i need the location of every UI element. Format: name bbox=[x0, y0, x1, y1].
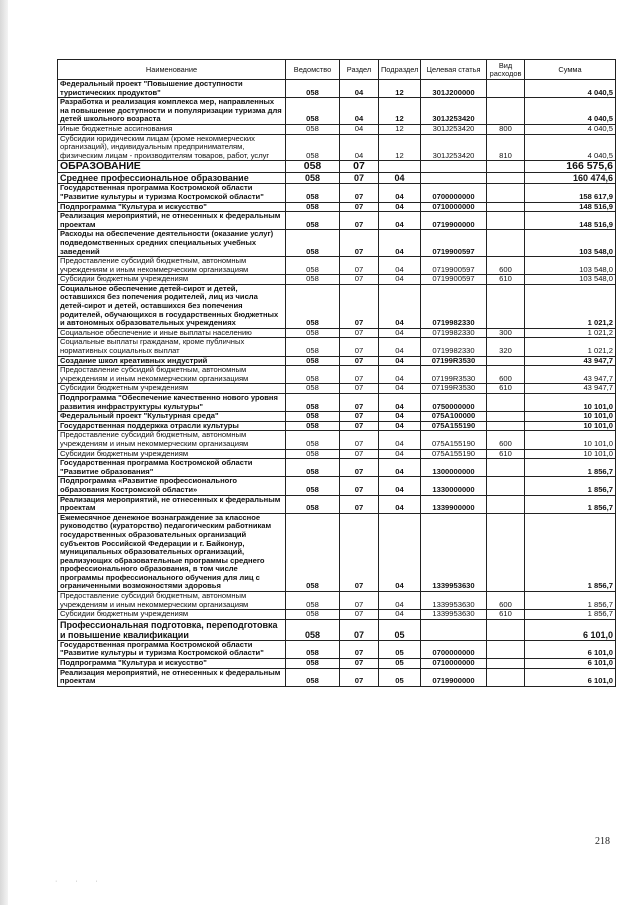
cell-sub: 04 bbox=[379, 230, 421, 257]
cell-sec: 07 bbox=[340, 161, 379, 173]
cell-sum: 1 856,7 bbox=[525, 592, 616, 610]
cell-target: 07199R3530 bbox=[421, 356, 487, 366]
cell-dept: 058 bbox=[286, 173, 340, 184]
header-exp-type: Вид расходов bbox=[487, 60, 525, 80]
cell-sum: 4 040,5 bbox=[525, 80, 616, 98]
cell-dept: 058 bbox=[286, 98, 340, 125]
cell-sub: 12 bbox=[379, 134, 421, 161]
cell-name: Расходы на обеспечение деятельности (оказание услуг) подведомственных средних специальных учебных заведений bbox=[58, 230, 286, 257]
cell-sec: 07 bbox=[340, 184, 379, 202]
cell-sum: 166 575,6 bbox=[525, 161, 616, 173]
cell-target: 0710000000 bbox=[421, 202, 487, 212]
cell-vr bbox=[487, 184, 525, 202]
table-row bbox=[58, 184, 616, 202]
table-row bbox=[58, 230, 616, 257]
cell-vr: 600 bbox=[487, 431, 525, 449]
cell-sec: 04 bbox=[340, 134, 379, 161]
table-row bbox=[58, 275, 616, 285]
cell-dept: 058 bbox=[286, 640, 340, 658]
cell-sub: 04 bbox=[379, 275, 421, 285]
cell-dept: 058 bbox=[286, 619, 340, 640]
table-row bbox=[58, 394, 616, 412]
cell-target: 0719900597 bbox=[421, 275, 487, 285]
table-row bbox=[58, 459, 616, 477]
cell-dept: 058 bbox=[286, 184, 340, 202]
cell-vr: 610 bbox=[487, 449, 525, 459]
cell-name: Государственная программа Костромской области "Развитие культуры и туризма Костромской области" bbox=[58, 640, 286, 658]
cell-name: Среднее профессиональное образование bbox=[58, 173, 286, 184]
cell-sec: 07 bbox=[340, 449, 379, 459]
cell-name: Субсидии юридическим лицам (кроме некоммерческих организаций), индивидуальным предпринимателям, физическим лицам - производителям товаров, работ, услуг bbox=[58, 134, 286, 161]
cell-sum: 148 516,9 bbox=[525, 202, 616, 212]
cell-sub: 05 bbox=[379, 668, 421, 686]
cell-sub: 04 bbox=[379, 394, 421, 412]
cell-sum: 148 516,9 bbox=[525, 212, 616, 230]
cell-vr: 610 bbox=[487, 384, 525, 394]
table-row bbox=[58, 202, 616, 212]
header-subsection: Подраздел bbox=[379, 60, 421, 80]
cell-name: Федеральный проект "Повышение доступности туристических продуктов" bbox=[58, 80, 286, 98]
cell-dept: 058 bbox=[286, 356, 340, 366]
cell-sum: 103 548,0 bbox=[525, 230, 616, 257]
cell-sub: 04 bbox=[379, 592, 421, 610]
cell-vr bbox=[487, 284, 525, 328]
cell-sum: 1 021,2 bbox=[525, 328, 616, 338]
cell-dept: 058 bbox=[286, 124, 340, 134]
cell-sum: 10 101,0 bbox=[525, 394, 616, 412]
table-row bbox=[58, 412, 616, 422]
cell-vr bbox=[487, 80, 525, 98]
cell-target: 301J253420 bbox=[421, 98, 487, 125]
cell-sec: 07 bbox=[340, 356, 379, 366]
cell-vr bbox=[487, 659, 525, 669]
cell-sum: 10 101,0 bbox=[525, 431, 616, 449]
cell-sum: 6 101,0 bbox=[525, 619, 616, 640]
cell-vr bbox=[487, 173, 525, 184]
cell-sub: 05 bbox=[379, 640, 421, 658]
cell-vr bbox=[487, 98, 525, 125]
cell-sum: 158 617,9 bbox=[525, 184, 616, 202]
cell-dept: 058 bbox=[286, 161, 340, 173]
table-row bbox=[58, 619, 616, 640]
table-row bbox=[58, 477, 616, 495]
cell-sum: 10 101,0 bbox=[525, 421, 616, 431]
cell-sub: 05 bbox=[379, 619, 421, 640]
cell-sub: 04 bbox=[379, 495, 421, 513]
cell-sub: 04 bbox=[379, 328, 421, 338]
cell-name: Федеральный проект "Культурная среда" bbox=[58, 412, 286, 422]
scan-page-edge bbox=[0, 0, 8, 905]
cell-vr bbox=[487, 202, 525, 212]
cell-vr bbox=[487, 513, 525, 591]
cell-target: 1339953630 bbox=[421, 610, 487, 620]
cell-target bbox=[421, 173, 487, 184]
cell-sec: 07 bbox=[340, 610, 379, 620]
cell-name: ОБРАЗОВАНИЕ bbox=[58, 161, 286, 173]
cell-name: Иные бюджетные ассигнования bbox=[58, 124, 286, 134]
cell-sum: 6 101,0 bbox=[525, 668, 616, 686]
table-row bbox=[58, 495, 616, 513]
cell-sum: 103 548,0 bbox=[525, 257, 616, 275]
cell-sec: 07 bbox=[340, 459, 379, 477]
cell-sum: 4 040,5 bbox=[525, 124, 616, 134]
cell-name: Предоставление субсидий бюджетным, автономным учреждениям и иным некоммерческим организациям bbox=[58, 592, 286, 610]
cell-sum: 4 040,5 bbox=[525, 98, 616, 125]
cell-dept: 058 bbox=[286, 134, 340, 161]
cell-sub: 04 bbox=[379, 431, 421, 449]
cell-dept: 058 bbox=[286, 80, 340, 98]
cell-sum: 10 101,0 bbox=[525, 449, 616, 459]
cell-sub bbox=[379, 161, 421, 173]
cell-target: 0750000000 bbox=[421, 394, 487, 412]
cell-sec: 07 bbox=[340, 230, 379, 257]
cell-sub: 05 bbox=[379, 659, 421, 669]
cell-name: Субсидии бюджетным учреждениям bbox=[58, 275, 286, 285]
cell-name: Подпрограмма "Культура и искусство" bbox=[58, 659, 286, 669]
table-row bbox=[58, 257, 616, 275]
cell-name: Субсидии бюджетным учреждениям bbox=[58, 384, 286, 394]
cell-dept: 058 bbox=[286, 412, 340, 422]
cell-name: Подпрограмма "Обеспечение качественно нового уровня развития инфраструктуры культуры" bbox=[58, 394, 286, 412]
table-row bbox=[58, 449, 616, 459]
cell-name: Реализация мероприятий, не отнесенных к федеральным проектам bbox=[58, 212, 286, 230]
table-row bbox=[58, 513, 616, 591]
cell-vr bbox=[487, 640, 525, 658]
cell-sub: 04 bbox=[379, 257, 421, 275]
table-row bbox=[58, 356, 616, 366]
cell-vr bbox=[487, 161, 525, 173]
cell-target: 0719900597 bbox=[421, 257, 487, 275]
cell-sec: 07 bbox=[340, 338, 379, 356]
cell-sec: 07 bbox=[340, 394, 379, 412]
cell-target: 0719900000 bbox=[421, 212, 487, 230]
cell-dept: 058 bbox=[286, 284, 340, 328]
cell-sum: 6 101,0 bbox=[525, 640, 616, 658]
cell-sum: 43 947,7 bbox=[525, 384, 616, 394]
cell-sub: 04 bbox=[379, 338, 421, 356]
cell-dept: 058 bbox=[286, 366, 340, 384]
cell-vr bbox=[487, 495, 525, 513]
cell-sum: 10 101,0 bbox=[525, 412, 616, 422]
cell-sec: 04 bbox=[340, 98, 379, 125]
header-dept: Ведомство bbox=[286, 60, 340, 80]
cell-vr: 610 bbox=[487, 610, 525, 620]
cell-sec: 04 bbox=[340, 80, 379, 98]
cell-target: 301J200000 bbox=[421, 80, 487, 98]
cell-target: 301J253420 bbox=[421, 134, 487, 161]
cell-target: 0719982330 bbox=[421, 338, 487, 356]
budget-table bbox=[57, 59, 616, 687]
cell-sec: 07 bbox=[340, 284, 379, 328]
cell-dept: 058 bbox=[286, 459, 340, 477]
table-row bbox=[58, 284, 616, 328]
cell-target: 075A100000 bbox=[421, 412, 487, 422]
cell-target: 1300000000 bbox=[421, 459, 487, 477]
cell-name: Социальное обеспечение и иные выплаты населению bbox=[58, 328, 286, 338]
cell-name: Подпрограмма "Культура и искусство" bbox=[58, 202, 286, 212]
cell-name: Профессиональная подготовка, переподготовка и повышение квалификации bbox=[58, 619, 286, 640]
cell-sub: 04 bbox=[379, 459, 421, 477]
cell-target bbox=[421, 619, 487, 640]
table-row bbox=[58, 384, 616, 394]
cell-sum: 1 856,7 bbox=[525, 495, 616, 513]
table-row bbox=[58, 431, 616, 449]
cell-sec: 07 bbox=[340, 275, 379, 285]
cell-vr: 300 bbox=[487, 328, 525, 338]
cell-sec: 07 bbox=[340, 366, 379, 384]
cell-sum: 43 947,7 bbox=[525, 366, 616, 384]
cell-name: Разработка и реализация комплекса мер, направленных на повышение доступности и популяризации туризма для детей школьного возраста bbox=[58, 98, 286, 125]
cell-sub: 12 bbox=[379, 124, 421, 134]
cell-sec: 07 bbox=[340, 384, 379, 394]
cell-name: Реализация мероприятий, не отнесенных к федеральным проектам bbox=[58, 668, 286, 686]
header-section: Раздел bbox=[340, 60, 379, 80]
cell-sum: 1 856,7 bbox=[525, 610, 616, 620]
cell-dept: 058 bbox=[286, 202, 340, 212]
table-row bbox=[58, 124, 616, 134]
cell-sec: 07 bbox=[340, 640, 379, 658]
cell-sec: 07 bbox=[340, 421, 379, 431]
cell-dept: 058 bbox=[286, 668, 340, 686]
cell-target: 0719982330 bbox=[421, 284, 487, 328]
cell-target: 0719900000 bbox=[421, 668, 487, 686]
cell-dept: 058 bbox=[286, 275, 340, 285]
cell-sec: 07 bbox=[340, 619, 379, 640]
header-sum: Сумма bbox=[525, 60, 616, 80]
cell-dept: 058 bbox=[286, 394, 340, 412]
cell-dept: 058 bbox=[286, 659, 340, 669]
cell-vr bbox=[487, 394, 525, 412]
cell-dept: 058 bbox=[286, 495, 340, 513]
cell-sec: 07 bbox=[340, 477, 379, 495]
cell-vr: 800 bbox=[487, 124, 525, 134]
cell-sub: 12 bbox=[379, 80, 421, 98]
cell-sec: 07 bbox=[340, 202, 379, 212]
cell-sum: 1 856,7 bbox=[525, 513, 616, 591]
cell-dept: 058 bbox=[286, 212, 340, 230]
cell-name: Государственная программа Костромской области "Развитие образования" bbox=[58, 459, 286, 477]
cell-sum: 160 474,6 bbox=[525, 173, 616, 184]
cell-name: Реализация мероприятий, не отнесенных к федеральным проектам bbox=[58, 495, 286, 513]
cell-dept: 058 bbox=[286, 610, 340, 620]
cell-sum: 1 856,7 bbox=[525, 477, 616, 495]
cell-vr: 610 bbox=[487, 275, 525, 285]
cell-vr: 320 bbox=[487, 338, 525, 356]
cell-sec: 07 bbox=[340, 513, 379, 591]
cell-vr bbox=[487, 412, 525, 422]
cell-target: 075A155190 bbox=[421, 421, 487, 431]
cell-target: 07199R3530 bbox=[421, 366, 487, 384]
cell-sec: 07 bbox=[340, 257, 379, 275]
cell-sub: 12 bbox=[379, 98, 421, 125]
cell-target: 1330000000 bbox=[421, 477, 487, 495]
table-row bbox=[58, 134, 616, 161]
cell-target: 075A155190 bbox=[421, 449, 487, 459]
cell-dept: 058 bbox=[286, 477, 340, 495]
table-row bbox=[58, 98, 616, 125]
cell-sub: 04 bbox=[379, 173, 421, 184]
cell-dept: 058 bbox=[286, 384, 340, 394]
cell-sum: 1 856,7 bbox=[525, 459, 616, 477]
cell-target: 0710000000 bbox=[421, 659, 487, 669]
cell-target bbox=[421, 161, 487, 173]
cell-sub: 04 bbox=[379, 421, 421, 431]
cell-sum: 6 101,0 bbox=[525, 659, 616, 669]
table-row bbox=[58, 173, 616, 184]
cell-sub: 04 bbox=[379, 449, 421, 459]
cell-sec: 04 bbox=[340, 124, 379, 134]
table-row bbox=[58, 161, 616, 173]
cell-target: 1339953630 bbox=[421, 513, 487, 591]
cell-name: Предоставление субсидий бюджетным, автономным учреждениям и иным некоммерческим организациям bbox=[58, 366, 286, 384]
cell-sub: 04 bbox=[379, 610, 421, 620]
cell-target: 1339900000 bbox=[421, 495, 487, 513]
cell-name: Субсидии бюджетным учреждениям bbox=[58, 449, 286, 459]
header-name: Наименование bbox=[58, 60, 286, 80]
cell-name: Создание школ креативных индустрий bbox=[58, 356, 286, 366]
cell-sub: 04 bbox=[379, 366, 421, 384]
cell-sec: 07 bbox=[340, 659, 379, 669]
cell-target: 1339953630 bbox=[421, 592, 487, 610]
scan-noise: · · · bbox=[55, 878, 106, 885]
cell-sub: 04 bbox=[379, 356, 421, 366]
cell-dept: 058 bbox=[286, 328, 340, 338]
cell-sum: 1 021,2 bbox=[525, 284, 616, 328]
cell-vr: 600 bbox=[487, 366, 525, 384]
table-body bbox=[58, 80, 616, 687]
cell-name: Социальное обеспечение детей-сирот и детей, оставшихся без попечения родителей, лиц из числа детей-сирот и детей, оставшихся без попечения родителей, обучающихся в государственных бюджетных и автономных образовательных учреждениях bbox=[58, 284, 286, 328]
cell-sum: 43 947,7 bbox=[525, 356, 616, 366]
table-row bbox=[58, 659, 616, 669]
cell-dept: 058 bbox=[286, 431, 340, 449]
cell-target: 0700000000 bbox=[421, 184, 487, 202]
cell-sub: 04 bbox=[379, 184, 421, 202]
cell-target: 0700000000 bbox=[421, 640, 487, 658]
table-row bbox=[58, 328, 616, 338]
cell-name: Предоставление субсидий бюджетным, автономным учреждениям и иным некоммерческим организациям bbox=[58, 431, 286, 449]
cell-sec: 07 bbox=[340, 668, 379, 686]
cell-dept: 058 bbox=[286, 449, 340, 459]
cell-sec: 07 bbox=[340, 592, 379, 610]
table-row bbox=[58, 338, 616, 356]
cell-target: 075A155190 bbox=[421, 431, 487, 449]
cell-dept: 058 bbox=[286, 421, 340, 431]
cell-name: Субсидии бюджетным учреждениям bbox=[58, 610, 286, 620]
table-row bbox=[58, 366, 616, 384]
cell-sec: 07 bbox=[340, 412, 379, 422]
table-row bbox=[58, 610, 616, 620]
cell-name: Подпрограмма «Развитие профессионального образования Костромской области» bbox=[58, 477, 286, 495]
cell-sub: 04 bbox=[379, 202, 421, 212]
cell-vr bbox=[487, 230, 525, 257]
cell-target: 301J253420 bbox=[421, 124, 487, 134]
cell-sum: 4 040,5 bbox=[525, 134, 616, 161]
cell-target: 0719982330 bbox=[421, 328, 487, 338]
header-target: Целевая статья bbox=[421, 60, 487, 80]
cell-target: 07199R3530 bbox=[421, 384, 487, 394]
cell-sec: 07 bbox=[340, 173, 379, 184]
cell-sum: 103 548,0 bbox=[525, 275, 616, 285]
cell-name: Социальные выплаты гражданам, кроме публичных нормативных социальных выплат bbox=[58, 338, 286, 356]
page-number: 218 bbox=[595, 836, 610, 847]
cell-vr bbox=[487, 477, 525, 495]
table-row bbox=[58, 592, 616, 610]
cell-vr bbox=[487, 459, 525, 477]
table-header-row bbox=[58, 60, 616, 80]
cell-vr: 600 bbox=[487, 257, 525, 275]
cell-vr bbox=[487, 619, 525, 640]
cell-dept: 058 bbox=[286, 338, 340, 356]
cell-vr: 600 bbox=[487, 592, 525, 610]
cell-dept: 058 bbox=[286, 513, 340, 591]
cell-vr bbox=[487, 356, 525, 366]
cell-vr bbox=[487, 668, 525, 686]
cell-sec: 07 bbox=[340, 328, 379, 338]
cell-vr: 810 bbox=[487, 134, 525, 161]
cell-sec: 07 bbox=[340, 212, 379, 230]
cell-dept: 058 bbox=[286, 257, 340, 275]
cell-name: Ежемесячное денежное вознаграждение за классное руководство (кураторство) педагогическим работникам государственных образовательных организаций субъектов Российской Федерации и г. Байконур, муниципальных образовательных организаций, реализующих образовательные программы среднего профессионального образования, в том числе программы профессионального обучения для лиц с ограниченными возможностями здоровья bbox=[58, 513, 286, 591]
cell-sub: 04 bbox=[379, 513, 421, 591]
cell-sub: 04 bbox=[379, 284, 421, 328]
cell-target: 0719900597 bbox=[421, 230, 487, 257]
cell-name: Государственная программа Костромской области "Развитие культуры и туризма Костромской области" bbox=[58, 184, 286, 202]
cell-vr bbox=[487, 421, 525, 431]
table-row bbox=[58, 80, 616, 98]
table-row bbox=[58, 421, 616, 431]
cell-vr bbox=[487, 212, 525, 230]
cell-name: Государственная поддержка отрасли культуры bbox=[58, 421, 286, 431]
cell-dept: 058 bbox=[286, 230, 340, 257]
cell-sub: 04 bbox=[379, 412, 421, 422]
cell-name: Предоставление субсидий бюджетным, автономным учреждениям и иным некоммерческим организациям bbox=[58, 257, 286, 275]
table-row bbox=[58, 668, 616, 686]
cell-sub: 04 bbox=[379, 212, 421, 230]
cell-sec: 07 bbox=[340, 431, 379, 449]
table-row bbox=[58, 640, 616, 658]
cell-sub: 04 bbox=[379, 477, 421, 495]
table-row bbox=[58, 212, 616, 230]
cell-sec: 07 bbox=[340, 495, 379, 513]
cell-dept: 058 bbox=[286, 592, 340, 610]
cell-sub: 04 bbox=[379, 384, 421, 394]
cell-sum: 1 021,2 bbox=[525, 338, 616, 356]
